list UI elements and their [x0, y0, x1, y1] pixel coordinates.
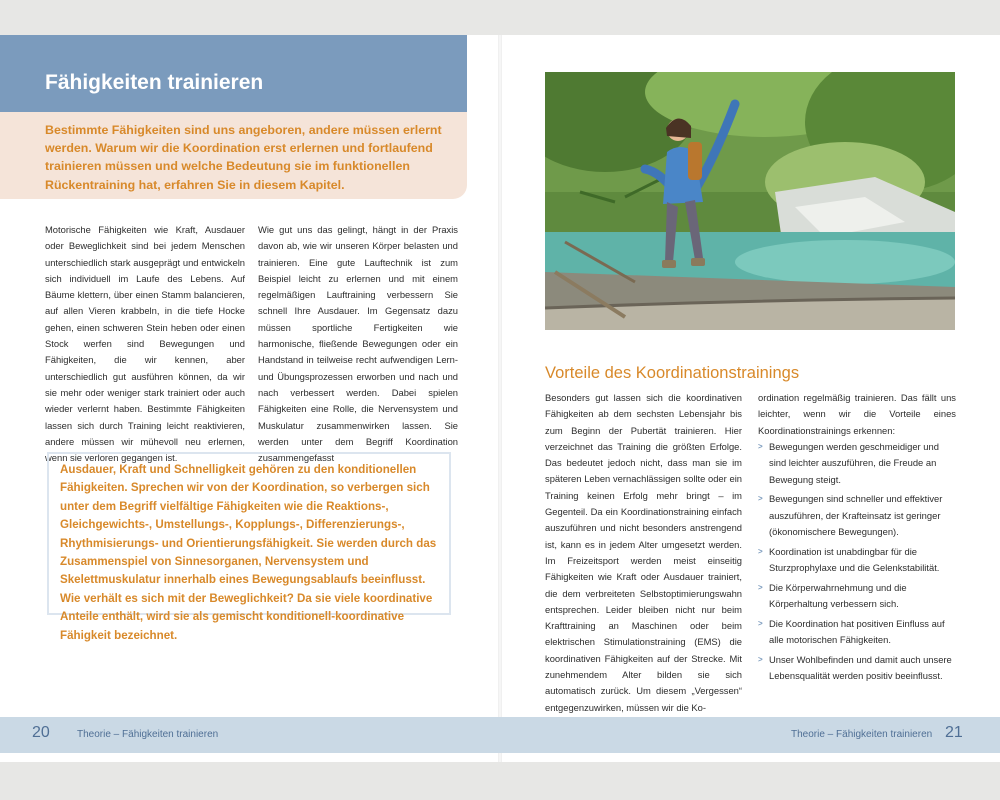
left-body-column-2: Wie gut uns das gelingt, hängt in der Praxis davon ab, wie wir unseren Körper belasten und trainieren. Eine gute Lauftechnik ist zum Beispiel leicht zu erlernen und mit einem regelmäßigen Lauftraining verbessern Sie schnell Ihre Ausdauer. Im Gegensatz dazu müssen sportliche Fertigkeiten wie harmonische, fließende Bewegungen oder ein Handstand in teilweise recht aufwendigen Lern- und Übungsprozessen erworben und nach und nach verbessert werden. Dabei spielen Fähigkeiten eine Rolle, die Nervensystem und Muskulatur zusammenwirken lassen. Sie werden unter dem Begriff Koordination zusammengefasst	[258, 224, 458, 464]
running-head-right: Theorie – Fähigkeiten trainieren	[791, 729, 933, 740]
list-item	[758, 439, 956, 488]
chevron-right-icon: >	[758, 655, 763, 665]
page-number-right: 21	[945, 724, 963, 741]
list-item	[758, 544, 956, 577]
chevron-right-icon: >	[758, 442, 763, 451]
right-body-column-1: Besonders gut lassen sich die koordinativen Fähigkeiten ab dem sechsten Lebensjahr bis zum Beginn der Pubertät trainieren. Hier verzeichnet das Training die größten Erfolge. Das bedeutet jedoch nicht, dass man sie im späteren Leben vernachlässigen sollte oder ein Training keinen Erfolg mehr bringt – im Gegenteil. Da ein Koordinationstraining einfach auszuführen und nicht besonders anstrengend ist, kann es in jedem Alter umgesetzt werden. Im Freizeitsport werden meist einseitig Fähigkeiten wie Kraft oder Ausdauer trainiert, die dem verbreiteten Selbstoptimierungswahn entsprechen. Leider bleiben nicht nur beim Krafttraining an Maschinen oder beim elektrischen Stimulationstraining (EMS) die koordinativen Fähigkeiten auf der Strecke. Mit zunehmendem Alter bilden sie sich automatisch zurück. Um diesem „Vergessen“ entgegenzuwirken, müssen wir die Ko-	[545, 392, 742, 713]
list-item	[758, 491, 956, 540]
list-item-text: Bewegungen sind schneller und effektiver auszuführen, der Krafteinsatz ist geringer (ökonomischere Bewegungen).	[769, 493, 943, 537]
list-item-text: Bewegungen werden geschmeidiger und sind leichter auszuführen, die Freude an Bewegung steigt.	[769, 441, 939, 485]
chapter-title: Fähigkeiten trainieren	[45, 71, 264, 94]
chevron-right-icon: >	[758, 582, 763, 592]
section-title: Vorteile des Koordinationstrainings	[545, 364, 800, 382]
list-item	[758, 580, 956, 613]
chapter-intro: Bestimmte Fähigkeiten sind uns angeboren, andere müssen erlernt werden. Warum wir die Koordination erst erlernen und fortlaufend trainieren müssen und welche Bedeutung sie im funktionellen Rückentraining hat, erfahren Sie in diesem Kapitel.	[45, 123, 442, 192]
info-box-text: Ausdauer, Kraft und Schnelligkeit gehören zu den konditionellen Fähigkeiten. Sprechen wir von der Koordination, so verbergen sich unter dem Begriff vielfältige Fähigkeiten wie die Reaktions-, Gleichgewichts-, Umstellungs-, Kopplungs-, Differenzierungs-, Rhythmisierungs- und Orientierungsfähigkeit. Sie werden durch das Zusammenspiel von Sinnesorganen, Nervensystem und Skelettmuskulatur innerhalb eines Bewegungsablaufs beeinflusst. Wie verhält es sich mit der Beweglichkeit? Da sie viele koordinative Anteile enthält, wird sie als gemischt konditionell-koordinative Fähigkeit bezeichnet.	[60, 463, 437, 642]
list-item	[758, 652, 956, 685]
running-head-left: Theorie – Fähigkeiten trainieren	[77, 729, 219, 740]
chevron-right-icon: >	[758, 494, 763, 504]
left-body-column-1: Motorische Fähigkeiten wie Kraft, Ausdauer oder Beweglichkeit sind bei jedem Menschen unterschiedlich stark ausgeprägt und entwickeln sich individuell im Laufe des Lebens. Auf Bäume klettern, über einen Stamm balancieren, auf allen Vieren krabbeln, in die tiefe Hocke gehen, einen schweren Stein heben oder einen Stock werfen sind Bewegungen und Fähigkeiten, die wir kennen, aber unterschiedlich gut ausführen können, da wir sie mehr oder weniger stark trainiert oder auch wieder verlernt haben. Bestimmte Fähigkeiten lassen sich durch Training leicht reaktivieren, andere müssen wir mühevoll neu erlernen, wenn sie verloren gegangen ist.	[45, 224, 245, 464]
chevron-right-icon: >	[758, 546, 763, 556]
chevron-right-icon: >	[758, 618, 763, 628]
benefits-list	[758, 439, 956, 688]
list-item-text: Die Koordination hat positiven Einfluss auf alle motorischen Fähigkeiten.	[769, 617, 945, 646]
page-gutter	[498, 35, 502, 762]
book-spread	[0, 35, 1000, 762]
list-item	[758, 616, 956, 649]
page-number-left: 20	[32, 724, 50, 741]
list-item-text: Koordination ist unabdingbar für die Sturzprophylaxe und die Gelenkstabilität.	[769, 545, 940, 574]
photo-illustration	[545, 72, 955, 330]
list-item-text: Die Körperwahrnehmung und die Körperhaltung verbessern sich.	[769, 581, 907, 610]
hiker-balancing-photo	[545, 72, 955, 330]
right-body-column-2-intro: ordination regelmäßig trainieren. Das fällt uns leichter, wenn wir die Vorteile eines Koordinationstrainings erkennen:	[758, 392, 956, 436]
list-item-text: Unser Wohlbefinden und damit auch unsere Lebensqualität werden positiv beeinflusst.	[769, 654, 952, 682]
